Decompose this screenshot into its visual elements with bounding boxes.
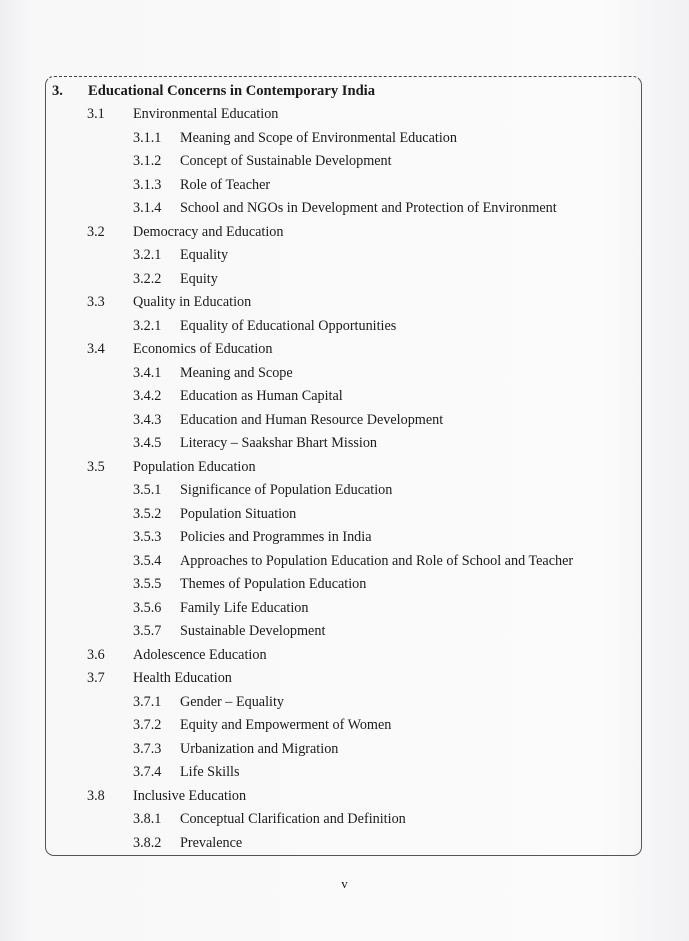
entry-number: 3.2.1 [133,317,162,334]
entry-title: Education and Human Resource Development [180,411,444,428]
entry-number: 3.4.2 [133,388,162,404]
entry-number: 3.1 [87,106,105,122]
entry-number: 3.7.3 [133,740,162,757]
entry-title: Equity [180,270,218,287]
entry-title: School and NGOs in Development and Protection of Environment [180,200,557,216]
entry-number: 3.5.4 [133,552,162,569]
entry-title: Meaning and Scope [180,364,293,381]
entry-title: Equality [180,247,229,263]
chapter-title: Educational Concerns in Contemporary India [88,83,376,99]
entry-title: Gender – Equality [180,693,285,710]
entry-number: 3.1.4 [133,200,162,216]
entry-number: 3.5.3 [133,529,162,545]
entry-title: Population Situation [180,505,297,522]
entry-number: 3.5.7 [133,623,162,639]
entry-title: Prevalence [180,834,243,851]
entry-title: Role of Teacher [180,176,271,193]
entry-title: Approaches to Population Education and Role of School and Teacher [180,552,574,569]
entry-number: 3.7.2 [133,717,162,733]
entry-number: 3.1.1 [133,129,162,146]
entry-title: Environmental Education [133,106,279,122]
chapter-number: 3. [52,83,63,99]
page-number: v [341,876,348,891]
entry-number: 3.6 [87,646,105,663]
entry-title: Policies and Programmes in India [180,529,372,545]
entry-title: Adolescence Education [133,646,267,663]
entry-title: Equity and Empowerment of Women [180,717,392,733]
entry-number: 3.8.2 [133,834,162,851]
entry-number: 3.1.2 [133,153,162,169]
entry-number: 3.8 [87,787,105,804]
entry-title: Significance of Population Education [180,482,393,498]
entry-number: 3.5.1 [133,482,162,498]
entry-number: 3.4.1 [133,364,162,381]
entry-number: 3.5.6 [133,599,162,616]
entry-title: Conceptual Clarification and Definition [180,811,406,827]
entry-number: 3.5.5 [133,576,162,592]
entry-title: Life Skills [180,764,240,780]
entry-title: Literacy – Saakshar Bhart Mission [180,435,378,451]
entry-title: Urbanization and Migration [180,740,339,757]
entry-number: 3.7.4 [133,764,162,780]
entry-number: 3.2.1 [133,247,162,263]
entry-title: Democracy and Education [133,223,284,240]
entry-title: Meaning and Scope of Environmental Education [180,129,457,146]
entry-number: 3.5.2 [133,505,162,522]
entry-number: 3.4 [87,341,105,357]
entry-title: Education as Human Capital [180,388,343,404]
entry-title: Themes of Population Education [180,576,367,592]
entry-number: 3.1.3 [133,176,162,193]
entry-number: 3.2 [87,223,105,240]
entry-number: 3.4.5 [133,435,162,451]
entry-number: 3.3 [87,294,105,310]
entry-title: Economics of Education [133,341,273,357]
entry-number: 3.4.3 [133,411,162,428]
entry-title: Health Education [133,670,232,686]
entry-number: 3.8.1 [133,811,162,827]
entry-title: Family Life Education [180,599,309,616]
entry-number: 3.2.2 [133,270,162,287]
entry-title: Sustainable Development [180,623,326,639]
entry-number: 3.5 [87,458,105,475]
entry-title: Equality of Educational Opportunities [180,317,397,334]
entry-number: 3.7.1 [133,693,162,710]
entry-title: Population Education [133,458,256,475]
entry-title: Quality in Education [133,294,252,310]
entry-title: Inclusive Education [133,787,247,804]
entry-number: 3.7 [87,670,105,686]
entry-title: Concept of Sustainable Development [180,153,392,169]
